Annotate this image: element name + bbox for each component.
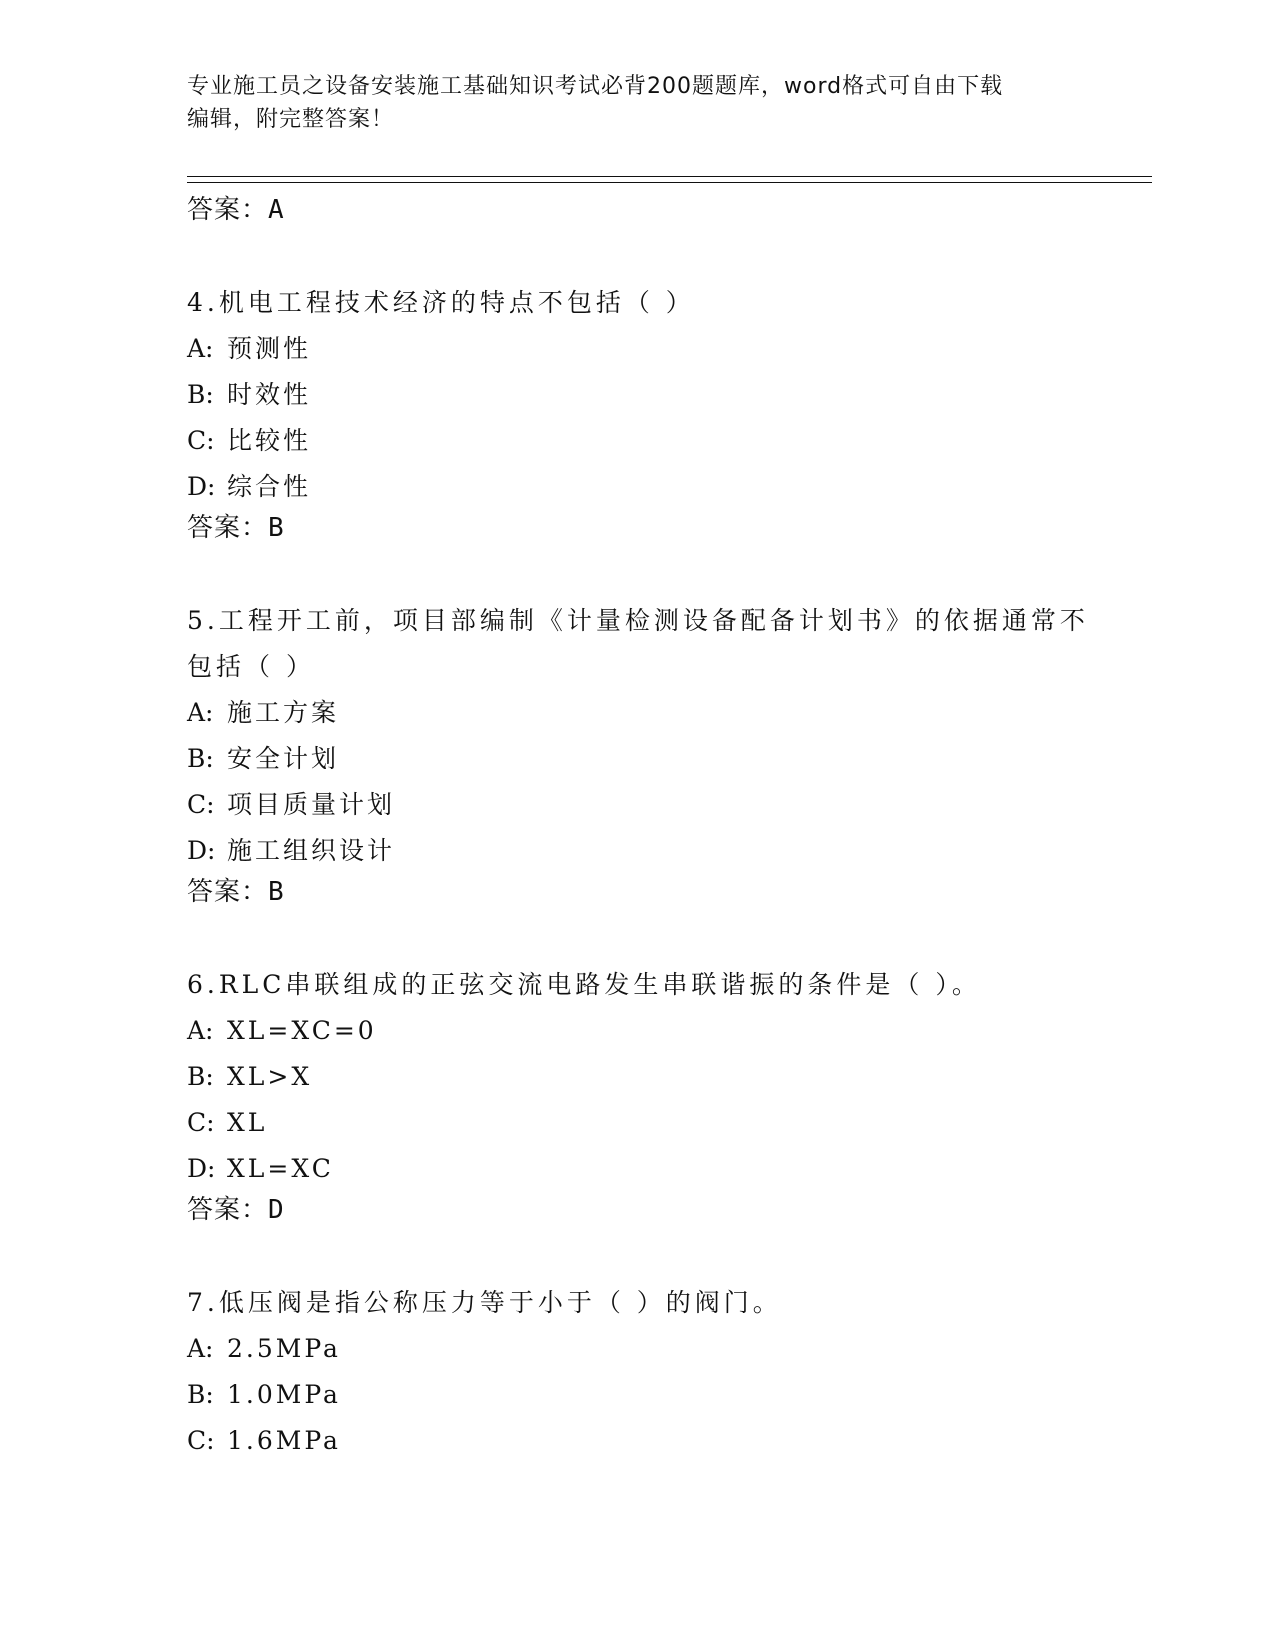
option-letter: B: xyxy=(187,1380,214,1409)
option-letter: D: xyxy=(187,1154,216,1183)
answer-key: B xyxy=(268,513,285,543)
option-d xyxy=(187,828,1107,874)
answer-line xyxy=(187,1192,1107,1230)
question-7 xyxy=(187,1280,1107,1464)
answer-key: B xyxy=(268,877,285,907)
question-stem: 7.低压阀是指公称压力等于小于（ ）的阀门。 xyxy=(187,1288,782,1317)
option-text: 项目质量计划 xyxy=(227,790,396,819)
option-a xyxy=(187,690,1107,736)
answer-line xyxy=(187,874,1107,912)
option-letter: B: xyxy=(187,744,214,773)
question-6 xyxy=(187,962,1107,1230)
header-rule-top xyxy=(187,176,1152,177)
answer-line xyxy=(187,192,1107,230)
option-c xyxy=(187,782,1107,828)
header-rule-bottom xyxy=(187,182,1152,183)
option-b xyxy=(187,372,1107,418)
option-text: 时效性 xyxy=(227,380,312,409)
option-b xyxy=(187,1372,1107,1418)
option-text: 施工方案 xyxy=(227,698,340,727)
option-a xyxy=(187,1326,1107,1372)
answer-key: D xyxy=(268,1195,285,1225)
header-line-1: 专业施工员之设备安装施工基础知识考试必背200题题库，word格式可自由下载 xyxy=(187,74,1004,99)
option-letter: B: xyxy=(187,380,214,409)
document-header xyxy=(187,70,1087,136)
option-text: 比较性 xyxy=(227,426,312,455)
question-4 xyxy=(187,280,1107,548)
option-text: 1.6MPa xyxy=(227,1426,341,1455)
option-a xyxy=(187,1008,1107,1054)
answer-label: 答案： xyxy=(187,1195,269,1225)
option-text: XL=XC xyxy=(227,1154,334,1183)
option-text: XL=XC=0 xyxy=(227,1016,377,1045)
option-text: 施工组织设计 xyxy=(227,836,396,865)
option-letter: B: xyxy=(187,1062,214,1091)
option-letter: A: xyxy=(187,1016,214,1045)
question-stem: 5.工程开工前，项目部编制《计量检测设备配备计划书》的依据通常不包括（ ） xyxy=(187,606,1089,681)
option-d xyxy=(187,1146,1107,1192)
option-text: 综合性 xyxy=(227,472,312,501)
option-text: 1.0MPa xyxy=(227,1380,341,1409)
option-letter: C: xyxy=(187,426,215,455)
option-letter: C: xyxy=(187,1108,215,1137)
question-5 xyxy=(187,598,1107,912)
question-stem: 6.RLC串联组成的正弦交流电路发生串联谐振的条件是（ ）。 xyxy=(187,970,981,999)
document-body xyxy=(187,192,1107,1464)
option-letter: D: xyxy=(187,472,216,501)
option-text: XL xyxy=(227,1108,268,1137)
option-b xyxy=(187,736,1107,782)
answer-label: 答案： xyxy=(187,513,269,543)
option-c xyxy=(187,1100,1107,1146)
option-letter: C: xyxy=(187,790,215,819)
answer-line xyxy=(187,510,1107,548)
option-letter: A: xyxy=(187,334,214,363)
option-letter: A: xyxy=(187,1334,214,1363)
option-text: 2.5MPa xyxy=(227,1334,341,1363)
option-b xyxy=(187,1054,1107,1100)
question-stem: 4.机电工程技术经济的特点不包括（ ） xyxy=(187,288,695,317)
option-text: 预测性 xyxy=(227,334,312,363)
option-c xyxy=(187,1418,1107,1464)
answer-label: 答案： xyxy=(187,195,269,225)
option-letter: A: xyxy=(187,698,214,727)
option-c xyxy=(187,418,1107,464)
option-letter: D: xyxy=(187,836,216,865)
option-text: 安全计划 xyxy=(227,744,340,773)
option-d xyxy=(187,464,1107,510)
option-letter: C: xyxy=(187,1426,215,1455)
answer-label: 答案： xyxy=(187,877,269,907)
option-text: XL>X xyxy=(227,1062,313,1091)
answer-key: A xyxy=(268,195,285,225)
header-line-2: 编辑，附完整答案！ xyxy=(187,107,395,132)
option-a xyxy=(187,326,1107,372)
